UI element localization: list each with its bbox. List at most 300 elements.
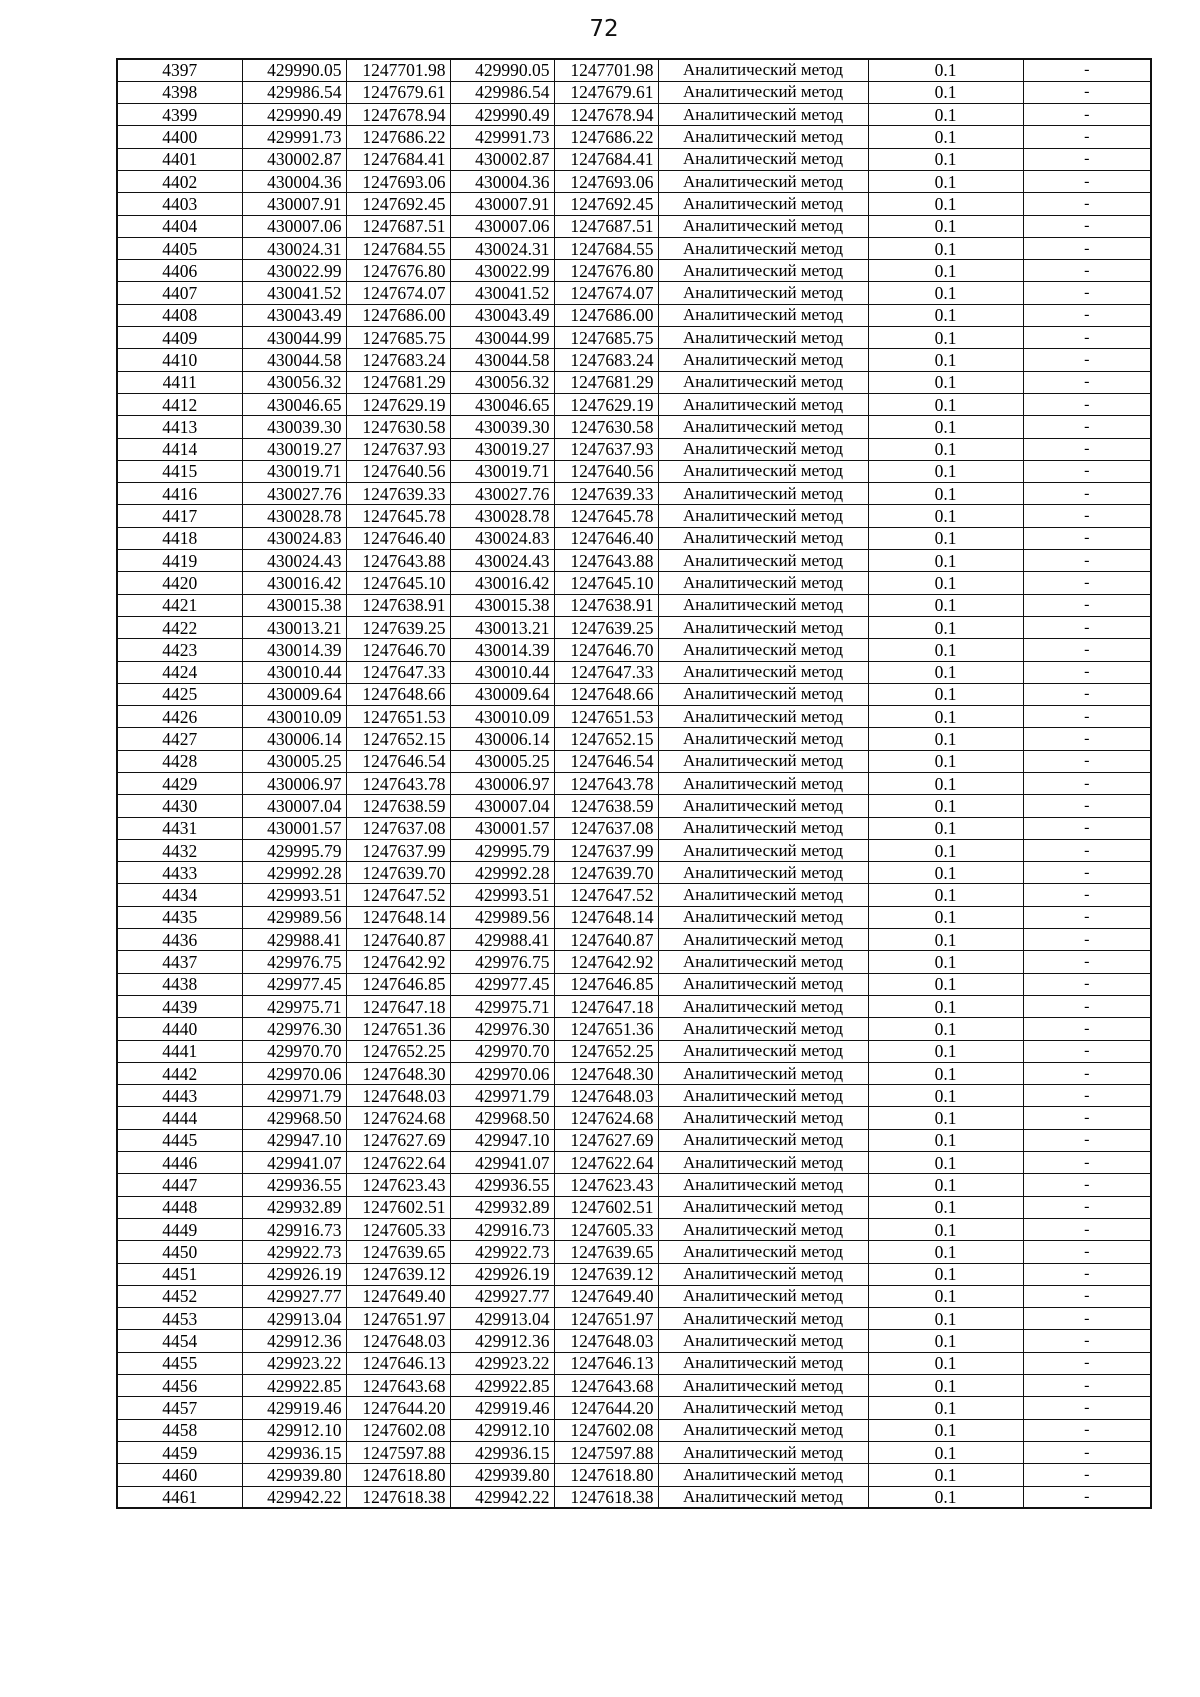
y-new-cell: 1247622.64 (554, 1152, 658, 1174)
x-new-cell: 430024.83 (450, 527, 554, 549)
table-row (117, 438, 1151, 460)
accuracy-cell: 0.1 (868, 594, 1023, 616)
x-existing-cell: 429971.79 (242, 1085, 346, 1107)
point-number-cell: 4447 (117, 1174, 242, 1196)
y-existing-cell: 1247651.53 (346, 706, 450, 728)
note-cell: - (1023, 884, 1151, 906)
point-number-cell: 4425 (117, 683, 242, 705)
y-existing-cell: 1247602.51 (346, 1196, 450, 1218)
accuracy-cell: 0.1 (868, 1062, 1023, 1084)
y-new-cell: 1247684.41 (554, 148, 658, 170)
point-number-cell: 4402 (117, 170, 242, 192)
y-new-cell: 1247643.68 (554, 1375, 658, 1397)
note-cell: - (1023, 81, 1151, 103)
table-row (117, 505, 1151, 527)
x-new-cell: 430024.43 (450, 550, 554, 572)
y-new-cell: 1247602.51 (554, 1196, 658, 1218)
note-cell: - (1023, 505, 1151, 527)
x-existing-cell: 429919.46 (242, 1397, 346, 1419)
y-new-cell: 1247646.54 (554, 750, 658, 772)
note-cell: - (1023, 929, 1151, 951)
y-new-cell: 1247649.40 (554, 1285, 658, 1307)
note-cell: - (1023, 483, 1151, 505)
note-cell: - (1023, 1352, 1151, 1374)
point-number-cell: 4411 (117, 371, 242, 393)
point-number-cell: 4430 (117, 795, 242, 817)
x-new-cell: 429968.50 (450, 1107, 554, 1129)
table-row (117, 1397, 1151, 1419)
note-cell: - (1023, 1085, 1151, 1107)
accuracy-cell: 0.1 (868, 1218, 1023, 1240)
point-number-cell: 4409 (117, 327, 242, 349)
point-number-cell: 4422 (117, 616, 242, 638)
table-row (117, 750, 1151, 772)
x-new-cell: 429986.54 (450, 81, 554, 103)
x-new-cell: 429992.28 (450, 862, 554, 884)
table-row (117, 1330, 1151, 1352)
x-new-cell: 430009.64 (450, 683, 554, 705)
method-cell: Аналитический метод (658, 550, 868, 572)
note-cell: - (1023, 1152, 1151, 1174)
x-new-cell: 429976.75 (450, 951, 554, 973)
x-new-cell: 429941.07 (450, 1152, 554, 1174)
y-existing-cell: 1247618.80 (346, 1464, 450, 1486)
accuracy-cell: 0.1 (868, 81, 1023, 103)
note-cell: - (1023, 371, 1151, 393)
point-number-cell: 4459 (117, 1441, 242, 1463)
note-cell: - (1023, 639, 1151, 661)
accuracy-cell: 0.1 (868, 839, 1023, 861)
y-new-cell: 1247674.07 (554, 282, 658, 304)
x-new-cell: 429912.36 (450, 1330, 554, 1352)
table-row (117, 1352, 1151, 1374)
table-row (117, 594, 1151, 616)
accuracy-cell: 0.1 (868, 148, 1023, 170)
note-cell: - (1023, 1308, 1151, 1330)
note-cell: - (1023, 728, 1151, 750)
y-existing-cell: 1247623.43 (346, 1174, 450, 1196)
coordinates-table (116, 58, 1152, 1509)
table-row (117, 639, 1151, 661)
y-new-cell: 1247647.33 (554, 661, 658, 683)
x-existing-cell: 429968.50 (242, 1107, 346, 1129)
y-existing-cell: 1247618.38 (346, 1486, 450, 1508)
accuracy-cell: 0.1 (868, 728, 1023, 750)
method-cell: Аналитический метод (658, 193, 868, 215)
method-cell: Аналитический метод (658, 1486, 868, 1508)
x-existing-cell: 430024.31 (242, 237, 346, 259)
point-number-cell: 4460 (117, 1464, 242, 1486)
x-existing-cell: 430002.87 (242, 148, 346, 170)
y-existing-cell: 1247646.70 (346, 639, 450, 661)
accuracy-cell: 0.1 (868, 706, 1023, 728)
note-cell: - (1023, 1441, 1151, 1463)
y-new-cell: 1247686.22 (554, 126, 658, 148)
accuracy-cell: 0.1 (868, 1352, 1023, 1374)
point-number-cell: 4455 (117, 1352, 242, 1374)
y-new-cell: 1247639.65 (554, 1241, 658, 1263)
table-row (117, 416, 1151, 438)
method-cell: Аналитический метод (658, 237, 868, 259)
y-new-cell: 1247646.85 (554, 973, 658, 995)
accuracy-cell: 0.1 (868, 438, 1023, 460)
x-existing-cell: 430010.09 (242, 706, 346, 728)
y-new-cell: 1247645.10 (554, 572, 658, 594)
y-existing-cell: 1247602.08 (346, 1419, 450, 1441)
x-new-cell: 429990.49 (450, 104, 554, 126)
note-cell: - (1023, 193, 1151, 215)
x-new-cell: 430010.09 (450, 706, 554, 728)
x-new-cell: 429990.05 (450, 59, 554, 81)
table-row (117, 572, 1151, 594)
y-new-cell: 1247640.56 (554, 460, 658, 482)
method-cell: Аналитический метод (658, 527, 868, 549)
y-new-cell: 1247686.00 (554, 304, 658, 326)
y-existing-cell: 1247683.24 (346, 349, 450, 371)
y-new-cell: 1247651.36 (554, 1018, 658, 1040)
x-new-cell: 430004.36 (450, 170, 554, 192)
y-new-cell: 1247647.18 (554, 995, 658, 1017)
x-new-cell: 429923.22 (450, 1352, 554, 1374)
method-cell: Аналитический метод (658, 683, 868, 705)
note-cell: - (1023, 616, 1151, 638)
x-new-cell: 429976.30 (450, 1018, 554, 1040)
table-row (117, 1129, 1151, 1151)
note-cell: - (1023, 817, 1151, 839)
note-cell: - (1023, 282, 1151, 304)
x-new-cell: 430002.87 (450, 148, 554, 170)
y-existing-cell: 1247643.68 (346, 1375, 450, 1397)
y-new-cell: 1247701.98 (554, 59, 658, 81)
accuracy-cell: 0.1 (868, 1107, 1023, 1129)
table-row (117, 616, 1151, 638)
y-new-cell: 1247637.99 (554, 839, 658, 861)
accuracy-cell: 0.1 (868, 1486, 1023, 1508)
accuracy-cell: 0.1 (868, 973, 1023, 995)
x-existing-cell: 430039.30 (242, 416, 346, 438)
table-row (117, 795, 1151, 817)
table-row (117, 550, 1151, 572)
y-existing-cell: 1247639.33 (346, 483, 450, 505)
y-new-cell: 1247639.33 (554, 483, 658, 505)
x-new-cell: 429922.73 (450, 1241, 554, 1263)
accuracy-cell: 0.1 (868, 260, 1023, 282)
table-row (117, 59, 1151, 81)
y-existing-cell: 1247692.45 (346, 193, 450, 215)
x-existing-cell: 430044.99 (242, 327, 346, 349)
x-existing-cell: 429995.79 (242, 839, 346, 861)
x-existing-cell: 430001.57 (242, 817, 346, 839)
method-cell: Аналитический метод (658, 795, 868, 817)
x-existing-cell: 430007.06 (242, 215, 346, 237)
y-new-cell: 1247643.78 (554, 773, 658, 795)
point-number-cell: 4437 (117, 951, 242, 973)
table-row (117, 728, 1151, 750)
y-existing-cell: 1247647.52 (346, 884, 450, 906)
note-cell: - (1023, 1218, 1151, 1240)
method-cell: Аналитический метод (658, 1062, 868, 1084)
table-row (117, 1263, 1151, 1285)
table-row (117, 237, 1151, 259)
accuracy-cell: 0.1 (868, 1375, 1023, 1397)
y-existing-cell: 1247674.07 (346, 282, 450, 304)
x-existing-cell: 429992.28 (242, 862, 346, 884)
table-row (117, 527, 1151, 549)
page-number: 72 (589, 16, 619, 42)
x-existing-cell: 430009.64 (242, 683, 346, 705)
method-cell: Аналитический метод (658, 1129, 868, 1151)
point-number-cell: 4401 (117, 148, 242, 170)
x-existing-cell: 429976.75 (242, 951, 346, 973)
point-number-cell: 4405 (117, 237, 242, 259)
y-new-cell: 1247647.52 (554, 884, 658, 906)
x-existing-cell: 429993.51 (242, 884, 346, 906)
accuracy-cell: 0.1 (868, 773, 1023, 795)
y-existing-cell: 1247693.06 (346, 170, 450, 192)
note-cell: - (1023, 1330, 1151, 1352)
table-row (117, 1107, 1151, 1129)
y-existing-cell: 1247647.18 (346, 995, 450, 1017)
y-new-cell: 1247605.33 (554, 1218, 658, 1240)
accuracy-cell: 0.1 (868, 795, 1023, 817)
table-row (117, 973, 1151, 995)
table-row (117, 1152, 1151, 1174)
y-new-cell: 1247648.03 (554, 1330, 658, 1352)
x-new-cell: 430006.97 (450, 773, 554, 795)
x-new-cell: 430044.99 (450, 327, 554, 349)
table-row (117, 839, 1151, 861)
table-row (117, 1196, 1151, 1218)
point-number-cell: 4397 (117, 59, 242, 81)
y-existing-cell: 1247629.19 (346, 393, 450, 415)
point-number-cell: 4412 (117, 393, 242, 415)
x-existing-cell: 429941.07 (242, 1152, 346, 1174)
accuracy-cell: 0.1 (868, 170, 1023, 192)
accuracy-cell: 0.1 (868, 349, 1023, 371)
y-existing-cell: 1247648.66 (346, 683, 450, 705)
method-cell: Аналитический метод (658, 862, 868, 884)
method-cell: Аналитический метод (658, 59, 868, 81)
method-cell: Аналитический метод (658, 260, 868, 282)
x-new-cell: 429936.15 (450, 1441, 554, 1463)
note-cell: - (1023, 104, 1151, 126)
x-existing-cell: 430007.04 (242, 795, 346, 817)
x-new-cell: 429942.22 (450, 1486, 554, 1508)
note-cell: - (1023, 393, 1151, 415)
x-existing-cell: 430043.49 (242, 304, 346, 326)
note-cell: - (1023, 1196, 1151, 1218)
y-new-cell: 1247646.40 (554, 527, 658, 549)
accuracy-cell: 0.1 (868, 995, 1023, 1017)
point-number-cell: 4445 (117, 1129, 242, 1151)
y-existing-cell: 1247639.25 (346, 616, 450, 638)
note-cell: - (1023, 126, 1151, 148)
x-new-cell: 429932.89 (450, 1196, 554, 1218)
x-new-cell: 430027.76 (450, 483, 554, 505)
method-cell: Аналитический метод (658, 81, 868, 103)
y-existing-cell: 1247645.78 (346, 505, 450, 527)
note-cell: - (1023, 773, 1151, 795)
method-cell: Аналитический метод (658, 126, 868, 148)
accuracy-cell: 0.1 (868, 929, 1023, 951)
x-existing-cell: 430015.38 (242, 594, 346, 616)
x-new-cell: 429991.73 (450, 126, 554, 148)
point-number-cell: 4426 (117, 706, 242, 728)
table-row (117, 104, 1151, 126)
table-row (117, 995, 1151, 1017)
method-cell: Аналитический метод (658, 1308, 868, 1330)
x-new-cell: 430010.44 (450, 661, 554, 683)
y-new-cell: 1247644.20 (554, 1397, 658, 1419)
point-number-cell: 4457 (117, 1397, 242, 1419)
table-row (117, 1062, 1151, 1084)
method-cell: Аналитический метод (658, 505, 868, 527)
note-cell: - (1023, 1263, 1151, 1285)
method-cell: Аналитический метод (658, 483, 868, 505)
y-new-cell: 1247623.43 (554, 1174, 658, 1196)
note-cell: - (1023, 839, 1151, 861)
table-row (117, 260, 1151, 282)
x-existing-cell: 429936.15 (242, 1441, 346, 1463)
note-cell: - (1023, 59, 1151, 81)
y-existing-cell: 1247645.10 (346, 572, 450, 594)
x-new-cell: 429927.77 (450, 1285, 554, 1307)
note-cell: - (1023, 304, 1151, 326)
method-cell: Аналитический метод (658, 327, 868, 349)
accuracy-cell: 0.1 (868, 282, 1023, 304)
point-number-cell: 4435 (117, 906, 242, 928)
accuracy-cell: 0.1 (868, 572, 1023, 594)
table-row (117, 483, 1151, 505)
y-new-cell: 1247629.19 (554, 393, 658, 415)
y-existing-cell: 1247685.75 (346, 327, 450, 349)
x-existing-cell: 429990.49 (242, 104, 346, 126)
point-number-cell: 4427 (117, 728, 242, 750)
accuracy-cell: 0.1 (868, 906, 1023, 928)
accuracy-cell: 0.1 (868, 616, 1023, 638)
x-new-cell: 430024.31 (450, 237, 554, 259)
table-row (117, 1308, 1151, 1330)
y-existing-cell: 1247627.69 (346, 1129, 450, 1151)
y-new-cell: 1247687.51 (554, 215, 658, 237)
method-cell: Аналитический метод (658, 995, 868, 1017)
method-cell: Аналитический метод (658, 393, 868, 415)
y-existing-cell: 1247686.22 (346, 126, 450, 148)
note-cell: - (1023, 260, 1151, 282)
method-cell: Аналитический метод (658, 750, 868, 772)
x-existing-cell: 430004.36 (242, 170, 346, 192)
x-new-cell: 430046.65 (450, 393, 554, 415)
method-cell: Аналитический метод (658, 1464, 868, 1486)
point-number-cell: 4399 (117, 104, 242, 126)
x-existing-cell: 430016.42 (242, 572, 346, 594)
x-existing-cell: 430056.32 (242, 371, 346, 393)
x-new-cell: 430015.38 (450, 594, 554, 616)
note-cell: - (1023, 148, 1151, 170)
table-row (117, 126, 1151, 148)
note-cell: - (1023, 1241, 1151, 1263)
x-new-cell: 430041.52 (450, 282, 554, 304)
method-cell: Аналитический метод (658, 929, 868, 951)
accuracy-cell: 0.1 (868, 1263, 1023, 1285)
x-existing-cell: 430019.71 (242, 460, 346, 482)
x-new-cell: 430005.25 (450, 750, 554, 772)
note-cell: - (1023, 1486, 1151, 1508)
point-number-cell: 4433 (117, 862, 242, 884)
accuracy-cell: 0.1 (868, 1152, 1023, 1174)
method-cell: Аналитический метод (658, 884, 868, 906)
y-new-cell: 1247645.78 (554, 505, 658, 527)
y-new-cell: 1247646.70 (554, 639, 658, 661)
x-existing-cell: 430046.65 (242, 393, 346, 415)
y-existing-cell: 1247624.68 (346, 1107, 450, 1129)
point-number-cell: 4449 (117, 1218, 242, 1240)
y-existing-cell: 1247651.36 (346, 1018, 450, 1040)
method-cell: Аналитический метод (658, 572, 868, 594)
x-new-cell: 429939.80 (450, 1464, 554, 1486)
method-cell: Аналитический метод (658, 282, 868, 304)
x-existing-cell: 429913.04 (242, 1308, 346, 1330)
y-new-cell: 1247651.97 (554, 1308, 658, 1330)
point-number-cell: 4450 (117, 1241, 242, 1263)
y-existing-cell: 1247681.29 (346, 371, 450, 393)
x-new-cell: 430022.99 (450, 260, 554, 282)
y-new-cell: 1247642.92 (554, 951, 658, 973)
note-cell: - (1023, 1174, 1151, 1196)
accuracy-cell: 0.1 (868, 1040, 1023, 1062)
method-cell: Аналитический метод (658, 1196, 868, 1218)
x-new-cell: 430007.06 (450, 215, 554, 237)
y-existing-cell: 1247678.94 (346, 104, 450, 126)
y-existing-cell: 1247605.33 (346, 1218, 450, 1240)
point-number-cell: 4434 (117, 884, 242, 906)
point-number-cell: 4406 (117, 260, 242, 282)
method-cell: Аналитический метод (658, 416, 868, 438)
y-new-cell: 1247648.03 (554, 1085, 658, 1107)
y-new-cell: 1247648.30 (554, 1062, 658, 1084)
y-existing-cell: 1247643.88 (346, 550, 450, 572)
note-cell: - (1023, 1129, 1151, 1151)
y-new-cell: 1247678.94 (554, 104, 658, 126)
x-new-cell: 429989.56 (450, 906, 554, 928)
point-number-cell: 4420 (117, 572, 242, 594)
note-cell: - (1023, 1107, 1151, 1129)
x-existing-cell: 429936.55 (242, 1174, 346, 1196)
y-existing-cell: 1247648.14 (346, 906, 450, 928)
method-cell: Аналитический метод (658, 371, 868, 393)
note-cell: - (1023, 706, 1151, 728)
accuracy-cell: 0.1 (868, 505, 1023, 527)
y-new-cell: 1247597.88 (554, 1441, 658, 1463)
x-new-cell: 429926.19 (450, 1263, 554, 1285)
table-row (117, 215, 1151, 237)
method-cell: Аналитический метод (658, 661, 868, 683)
x-new-cell: 429977.45 (450, 973, 554, 995)
x-existing-cell: 429939.80 (242, 1464, 346, 1486)
x-new-cell: 430019.71 (450, 460, 554, 482)
method-cell: Аналитический метод (658, 1285, 868, 1307)
table-row (117, 1040, 1151, 1062)
y-new-cell: 1247648.14 (554, 906, 658, 928)
point-number-cell: 4440 (117, 1018, 242, 1040)
y-new-cell: 1247639.12 (554, 1263, 658, 1285)
table-row (117, 282, 1151, 304)
method-cell: Аналитический метод (658, 1152, 868, 1174)
note-cell: - (1023, 973, 1151, 995)
y-existing-cell: 1247652.25 (346, 1040, 450, 1062)
note-cell: - (1023, 237, 1151, 259)
method-cell: Аналитический метод (658, 104, 868, 126)
